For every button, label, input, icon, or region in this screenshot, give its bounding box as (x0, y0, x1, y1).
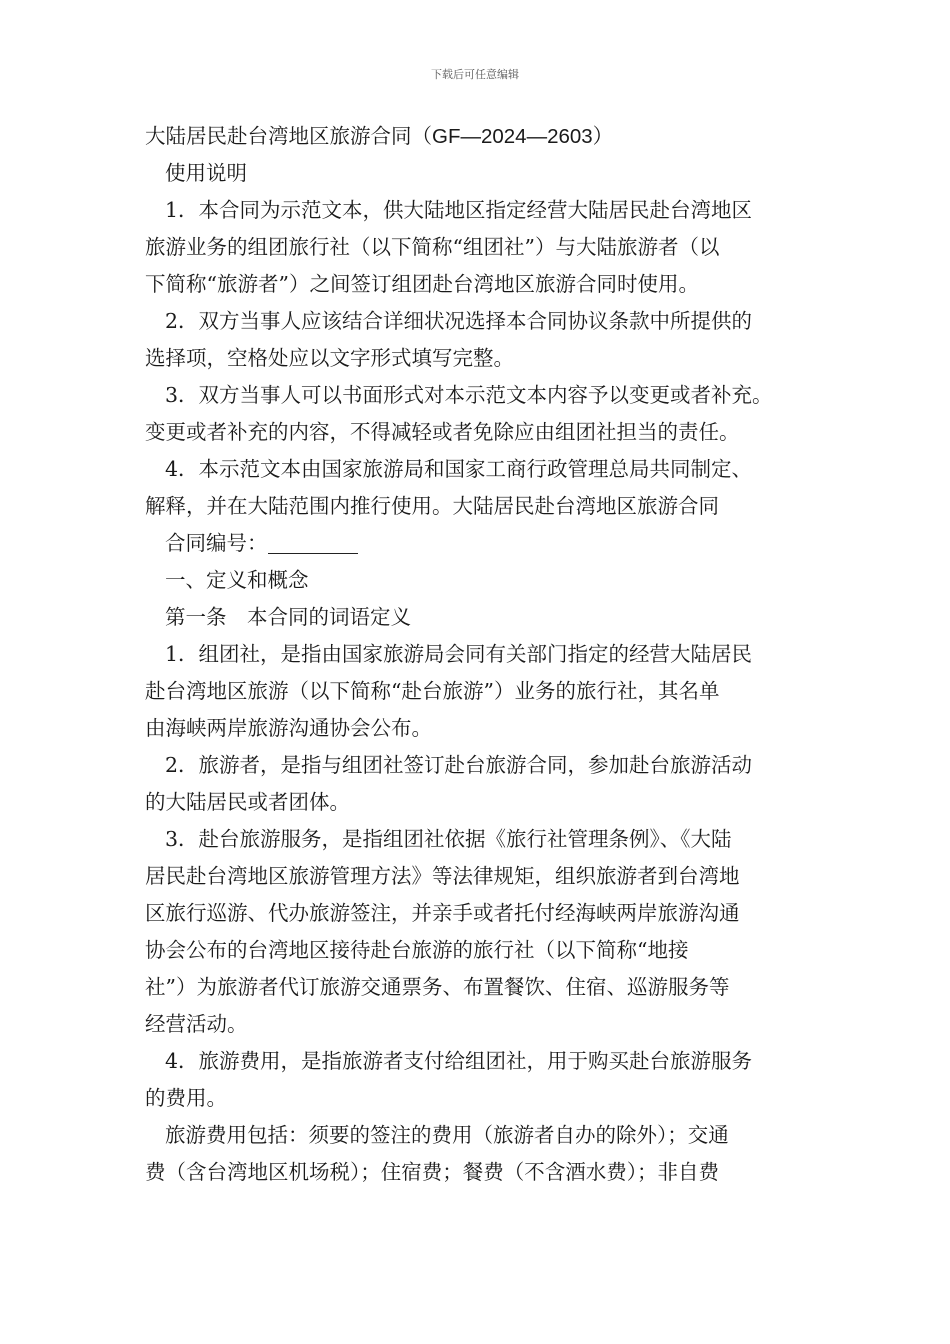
paragraph-line: 1．组团社，是指由国家旅游局会同有关部门指定的经营大陆居民 (165, 642, 753, 666)
article-heading: 第一条 本合同的词语定义 (165, 605, 411, 629)
paragraph-line: 协会公布的台湾地区接待赴台旅游的旅行社（以下简称“地接 (145, 938, 689, 962)
paragraph-line: 1．本合同为示范文本，供大陆地区指定经营大陆居民赴台湾地区 (165, 198, 753, 222)
paragraph-line: 的费用。 (145, 1086, 227, 1110)
paragraph-line: 居民赴台湾地区旅游管理方法》等法律规矩，组织旅游者到台湾地 (145, 864, 740, 888)
document-body (145, 118, 825, 1191)
paragraph-line: 解释，并在大陆范围内推行使用。大陆居民赴台湾地区旅游合同 (145, 494, 719, 518)
paragraph-line: 区旅行巡游、代办旅游签注，并亲手或者托付经海峡两岸旅游沟通 (145, 901, 740, 925)
contract-number-line (145, 525, 825, 562)
contract-number-label: 合同编号： (165, 531, 268, 555)
paragraph-line: 费（含台湾地区机场税）；住宿费；餐费（不含酒水费）；非自费 (145, 1160, 719, 1184)
paragraph-line: 4．旅游费用，是指旅游者支付给组团社，用于购买赴台旅游服务 (165, 1049, 753, 1073)
page-header-note: 下载后可任意编辑 (431, 68, 519, 81)
paragraph-line: 下简称“旅游者”）之间签订组团赴台湾地区旅游合同时使用。 (145, 272, 699, 296)
title-text: 大陆居民赴台湾地区旅游合同 (145, 124, 412, 148)
contract-number-blank (268, 529, 358, 554)
paragraph-line: 选择项，空格处应以文字形式填写完整。 (145, 346, 514, 370)
chapter-heading: 一、定义和概念 (165, 568, 309, 592)
paragraph-line: 由海峡两岸旅游沟通协会公布。 (145, 716, 432, 740)
paragraph-line: 4．本示范文本由国家旅游局和国家工商行政管理总局共同制定、 (165, 457, 753, 481)
document-title (145, 118, 825, 155)
title-code: （GF—2024—2603） (411, 125, 614, 148)
paragraph-line: 3．双方当事人可以书面形式对本示范文本内容予以变更或者补充。 (165, 383, 773, 407)
paragraph-line: 社”）为旅游者代订旅游交通票务、布置餐饮、住宿、巡游服务等 (145, 975, 730, 999)
paragraph-line: 2．旅游者，是指与组团社签订赴台旅游合同，参加赴台旅游活动 (165, 753, 753, 777)
paragraph-line: 变更或者补充的内容，不得减轻或者免除应由组团社担当的责任。 (145, 420, 740, 444)
paragraph-line: 的大陆居民或者团体。 (145, 790, 350, 814)
paragraph-line: 经营活动。 (145, 1012, 248, 1036)
paragraph-line: 3．赴台旅游服务，是指组团社依据《旅行社管理条例》、《大陆 (165, 827, 732, 851)
paragraph-line: 赴台湾地区旅游（以下简称“赴台旅游”）业务的旅行社，其名单 (145, 679, 720, 703)
paragraph-line: 旅游业务的组团旅行社（以下简称“组团社”）与大陆旅游者（以 (145, 235, 720, 259)
paragraph-line: 2．双方当事人应该结合详细状况选择本合同协议条款中所提供的 (165, 309, 753, 333)
section-heading: 使用说明 (165, 161, 247, 185)
paragraph-line: 旅游费用包括：须要的签注的费用（旅游者自办的除外）；交通 (165, 1123, 729, 1147)
